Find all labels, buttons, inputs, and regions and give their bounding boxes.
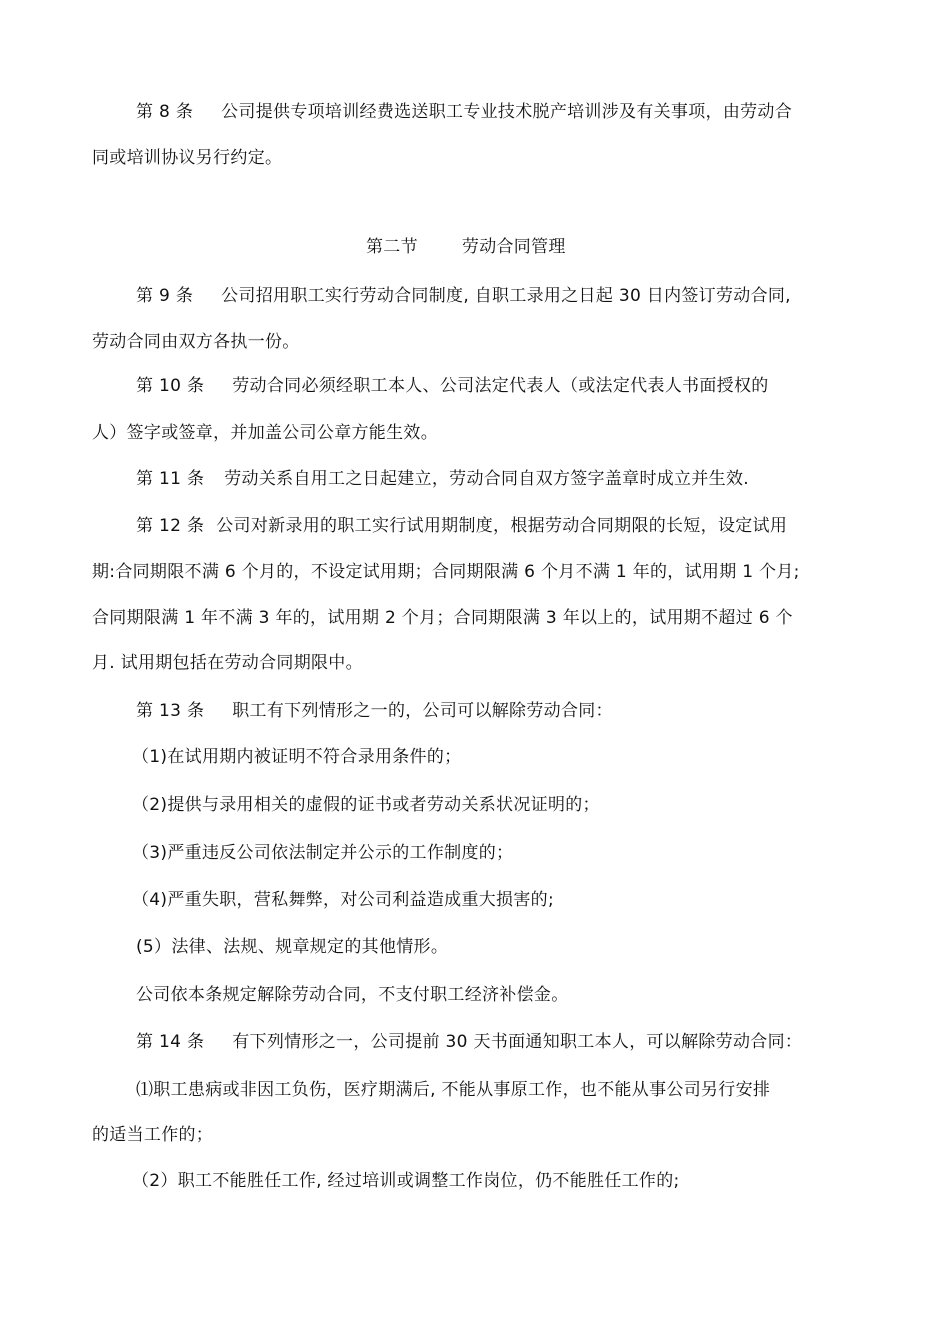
article-13-item-1: （1)在试用期内被证明不符合录用条件的； — [132, 747, 462, 767]
article-12-text: 公司对新录用的职工实行试用期制度，根据劳动合同期限的长短，设定试用 — [216, 516, 788, 536]
article-12-line-3: 合同期限满 1 年不满 3 年的，试用期 2 个月；合同期限满 3 年以上的，试用期不超过 6 个 — [92, 608, 793, 628]
article-10-text: 劳动合同必须经职工本人、公司法定代表人（或法定代表人书面授权的 — [232, 376, 769, 396]
article-13-item-4: （4)严重失职，营私舞弊，对公司利益造成重大损害的; — [132, 890, 554, 910]
article-14-item-1-line-2: 的适当工作的； — [92, 1125, 214, 1145]
article-11-number: 第 11 条 — [136, 469, 205, 489]
section-heading — [366, 235, 566, 259]
article-13-item-3: （3)严重违反公司依法制定并公示的工作制度的； — [132, 843, 514, 863]
article-11-text: 劳动关系自用工之日起建立，劳动合同自双方签字盖章时成立并生效. — [224, 469, 749, 489]
article-10-line-2: 人）签字或签章，并加盖公司公章方能生效。 — [92, 423, 438, 443]
article-8-line-1 — [136, 100, 792, 124]
article-13-item-5: (5）法律、法规、规章规定的其他情形。 — [136, 937, 449, 957]
article-9-number: 第 9 条 — [136, 286, 194, 306]
article-14-line-1 — [136, 1030, 802, 1054]
article-9-text: 公司招用职工实行劳动合同制度, 自职工录用之日起 30 日内签订劳动合同, — [221, 286, 791, 306]
article-10-line-1 — [136, 374, 769, 398]
article-14-text: 有下列情形之一，公司提前 30 天书面通知职工本人，可以解除劳动合同： — [232, 1032, 803, 1052]
article-9-line-2: 劳动合同由双方各执一份。 — [92, 332, 300, 352]
article-13-number: 第 13 条 — [136, 701, 205, 721]
article-9-line-1 — [136, 284, 791, 308]
article-8-text: 公司提供专项培训经费选送职工专业技术脱产培训涉及有关事项，由劳动合 — [221, 102, 793, 122]
article-10-number: 第 10 条 — [136, 376, 205, 396]
article-13-item-2: （2)提供与录用相关的虚假的证书或者劳动关系状况证明的； — [132, 795, 600, 815]
section-number: 第二节 — [366, 237, 418, 257]
section-title: 劳动合同管理 — [461, 237, 566, 257]
article-13-line-1 — [136, 699, 613, 723]
article-12-number: 第 12 条 — [136, 516, 205, 536]
article-14-number: 第 14 条 — [136, 1032, 205, 1052]
article-13-text: 职工有下列情形之一的，公司可以解除劳动合同： — [232, 701, 613, 721]
article-13-note: 公司依本条规定解除劳动合同，不支付职工经济补偿金。 — [136, 985, 569, 1005]
article-12-line-4: 月. 试用期包括在劳动合同期限中。 — [92, 653, 363, 673]
article-8-number: 第 8 条 — [136, 102, 194, 122]
article-11-line-1 — [136, 467, 749, 491]
article-12-line-1 — [136, 514, 787, 538]
article-12-line-2: 期:合同期限不满 6 个月的，不设定试用期；合同期限满 6 个月不满 1 年的，试用期 1 个月; — [92, 562, 800, 582]
article-14-item-2: （2）职工不能胜任工作, 经过培训或调整工作岗位，仍不能胜任工作的; — [132, 1171, 680, 1191]
article-14-item-1-line-1: ⑴职工患病或非因工负伤，医疗期满后, 不能从事原工作，也不能从事公司另行安排 — [136, 1080, 771, 1100]
article-8-line-2: 同或培训协议另行约定。 — [92, 148, 283, 168]
